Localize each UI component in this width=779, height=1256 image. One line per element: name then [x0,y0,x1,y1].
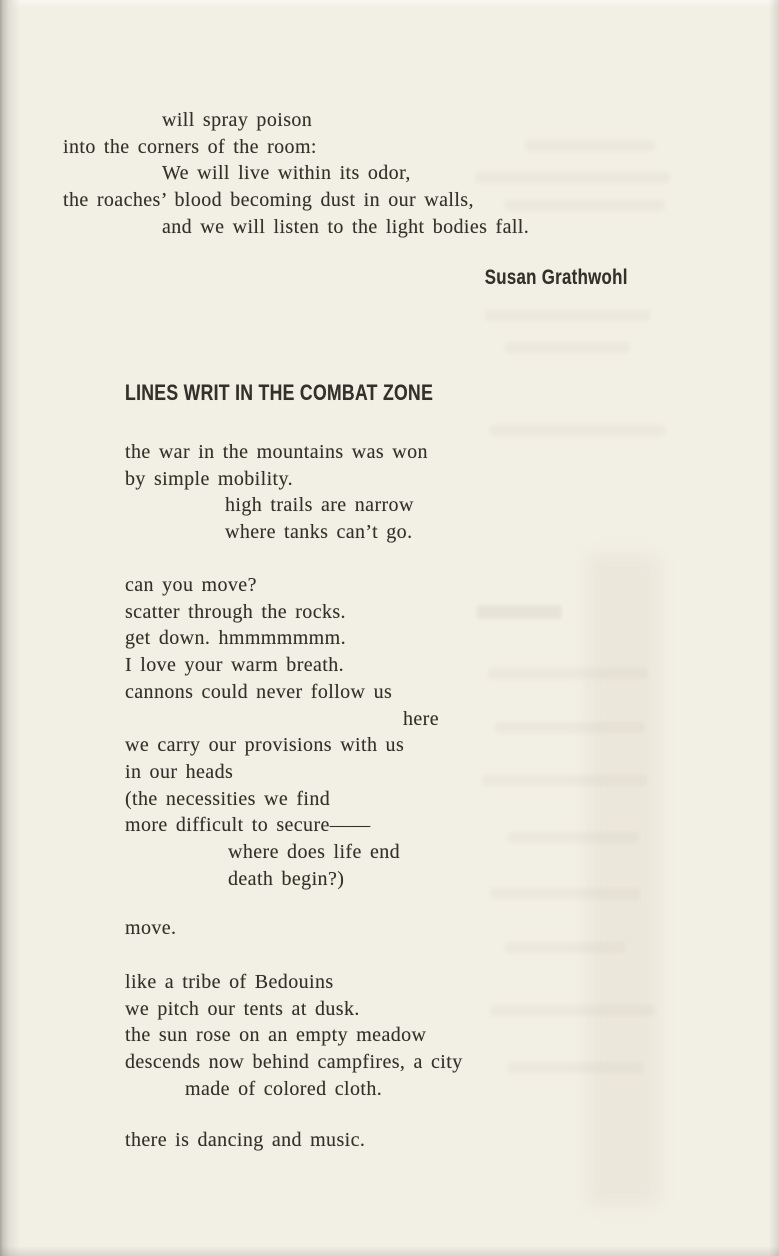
showthrough-smudge [488,668,648,679]
stanza [125,1127,365,1154]
poem-line: here [403,707,440,730]
poem-line: where does life end [228,841,401,864]
poem-line: the war in the mountains was won [125,441,428,463]
poem-line: we carry our provisions with us [125,734,405,757]
page-edge-right [769,0,779,1256]
poem-line: in our heads [125,760,234,783]
showthrough-smudge [505,942,625,953]
page-edge-left [0,0,20,1256]
poem-line: We will live within its odor, [162,162,411,185]
poem-title-text: LINES WRIT IN THE COMBAT ZONE [125,380,434,405]
poem-line: the sun rose on an empty meadow [125,1024,427,1047]
poem-line: there is dancing and music. [125,1129,366,1151]
showthrough-smudge [495,722,645,733]
showthrough-smudge [490,1005,655,1016]
showthrough-smudge [525,140,655,151]
poem-line: I love your warm breath. [125,654,345,677]
showthrough-smudge [485,310,650,321]
poem-line: into the corners of the room: [63,135,317,158]
poem-line: more difficult to secure—— [125,814,371,837]
showthrough-smudge [477,605,562,619]
poem-line: the roaches’ blood becoming dust in our walls, [63,189,474,212]
paper-shading-band [588,555,658,1205]
showthrough-smudge [490,888,640,899]
poem-line: high trails are narrow [225,494,414,517]
poem-line: we pitch our tents at dusk. [125,997,360,1020]
poem-line: scatter through the rocks. [125,600,346,623]
poem-line: where tanks can’t go. [225,521,413,544]
poem-line: made of colored cloth. [185,1077,383,1100]
stanza [125,439,428,546]
poem-line: and we will listen to the light bodies fall. [162,215,530,238]
poem-line: like a tribe of Bedouins [125,971,334,993]
poem-line: move. [125,917,177,939]
poem-line: death begin?) [228,867,345,890]
poem-line: get down. hmmmmmmm. [125,627,346,650]
poem-line: will spray poison [162,109,313,131]
showthrough-smudge [508,832,638,843]
poem-line: descends now behind campfires, a city [125,1051,463,1074]
stanza [125,915,176,942]
stanza [125,572,439,892]
poem-line: by simple mobility. [125,467,294,490]
poem-title [125,381,510,405]
poem-line: (the necessities we find [125,787,331,810]
showthrough-smudge [508,1062,643,1073]
author-byline [449,266,628,290]
showthrough-smudge [505,342,630,353]
author-name: Susan Grathwohl [485,266,628,289]
previous-poem-ending [63,107,529,241]
poem-line: cannons could never follow us [125,680,393,703]
page-edge-top [0,0,779,8]
poem-line: can you move? [125,574,257,596]
showthrough-smudge [490,425,665,436]
page-edge-bottom [0,1246,779,1256]
showthrough-smudge [482,775,647,786]
stanza [125,969,463,1103]
